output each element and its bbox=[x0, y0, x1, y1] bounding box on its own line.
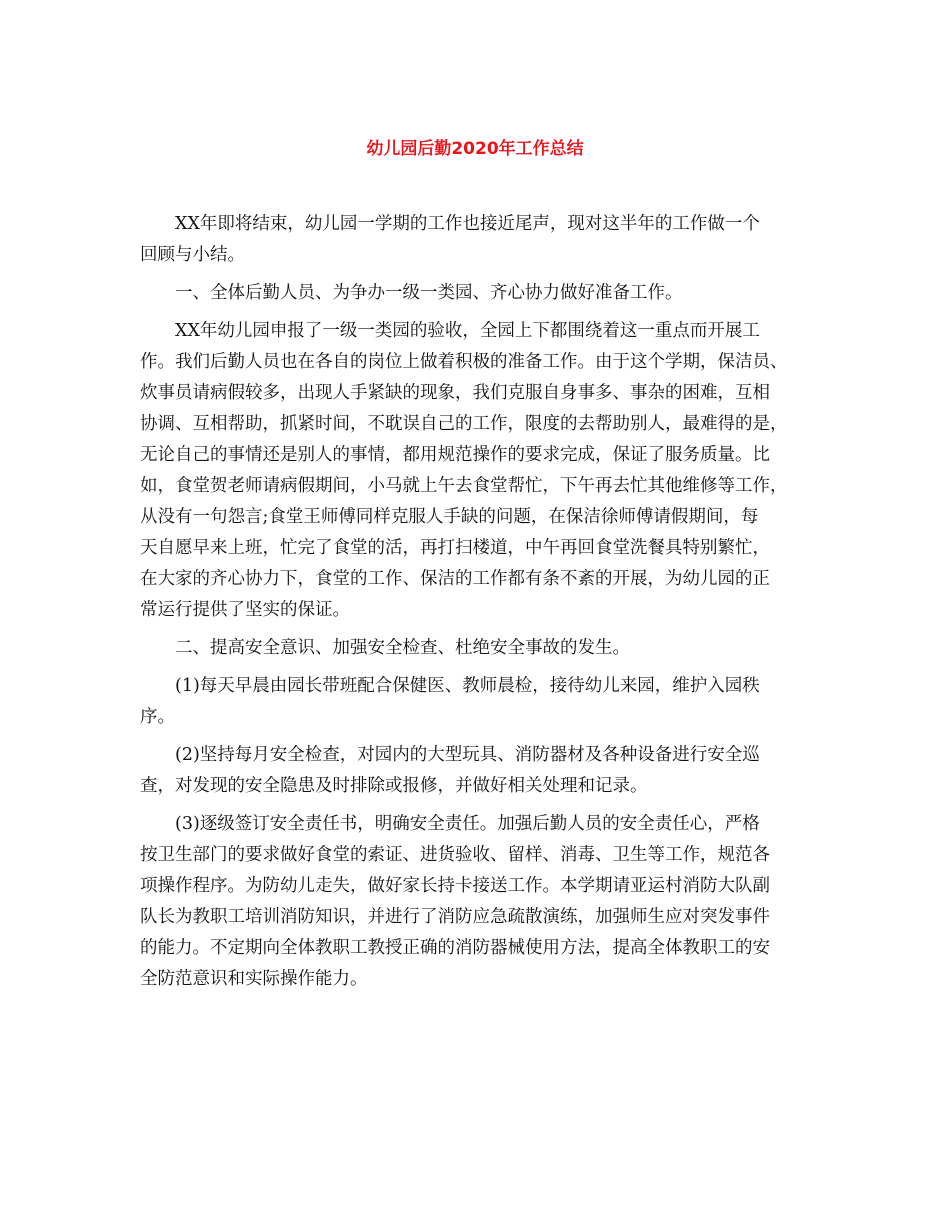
text-line: 队长为教职工培训消防知识，并进行了消防应急疏散演练，加强师生应对突发事件 bbox=[140, 907, 770, 927]
list-item-2 bbox=[140, 740, 820, 802]
text-line: 的能力。不定期向全体教职工教授正确的消防器械使用方法，提高全体教职工的安 bbox=[140, 938, 770, 958]
text-line: 一、全体后勤人员、为争办一级一类园、齐心协力做好准备工作。 bbox=[175, 283, 683, 303]
text-line: 在大家的齐心协力下，食堂的工作、保洁的工作都有条不紊的开展，为幼儿园的正 bbox=[140, 569, 770, 589]
list-item-3 bbox=[140, 809, 820, 995]
text-line: (1)每天早晨由园长带班配合保健医、教师晨检，接待幼儿来园，维护入园秩 bbox=[175, 676, 760, 696]
text-line: 炊事员请病假较多，出现人手紧缺的现象，我们克服自身事多、事杂的困难，互相 bbox=[140, 383, 770, 403]
text-line: 如，食堂贺老师请病假期间，小马就上午去食堂帮忙，下午再去忙其他维修等工作， bbox=[140, 476, 788, 496]
text-line: 回顾与小结。 bbox=[140, 245, 245, 265]
document-title: 幼儿园后勤2020年工作总结 bbox=[366, 139, 584, 159]
text-line: 按卫生部门的要求做好食堂的索证、进货验收、留样、消毒、卫生等工作，规范各 bbox=[140, 845, 770, 865]
list-item-1 bbox=[140, 671, 820, 733]
text-line: 作。我们后勤人员也在各自的岗位上做着积极的准备工作。由于这个学期，保洁员、 bbox=[140, 352, 788, 372]
paragraph-logistics-prep bbox=[140, 316, 820, 626]
text-line: 项操作程序。为防幼儿走失，做好家长持卡接送工作。本学期请亚运村消防大队副 bbox=[140, 876, 770, 896]
text-line: (2)坚持每月安全检查，对园内的大型玩具、消防器材及各种设备进行安全巡 bbox=[175, 745, 760, 765]
paragraph-intro bbox=[140, 209, 820, 271]
text-line: XX年即将结束，幼儿园一学期的工作也接近尾声，现对这半年的工作做一个 bbox=[175, 214, 760, 234]
section-heading-1 bbox=[140, 278, 820, 309]
text-line: 天自愿早来上班，忙完了食堂的活，再打扫楼道，中午再回食堂洗餐具特别繁忙， bbox=[140, 538, 770, 558]
section-heading-2 bbox=[140, 633, 820, 664]
text-line: (3)逐级签订安全责任书，明确安全责任。加强后勤人员的安全责任心，严格 bbox=[175, 814, 760, 834]
text-line: 常运行提供了坚实的保证。 bbox=[140, 600, 350, 620]
text-line: 查，对发现的安全隐患及时排除或报修，并做好相关处理和记录。 bbox=[140, 776, 648, 796]
text-line: 序。 bbox=[140, 707, 175, 727]
text-line: 无论自己的事情还是别人的事情，都用规范操作的要求完成，保证了服务质量。比 bbox=[140, 445, 770, 465]
document-body bbox=[140, 209, 820, 1002]
text-line: 二、提高安全意识、加强安全检查、杜绝安全事故的发生。 bbox=[175, 638, 630, 658]
text-line: 从没有一句怨言;食堂王师傅同样克服人手缺的问题，在保洁徐师傅请假期间，每 bbox=[140, 507, 759, 527]
text-line: XX年幼儿园申报了一级一类园的验收，全园上下都围绕着这一重点而开展工 bbox=[175, 321, 760, 341]
text-line: 协调、互相帮助，抓紧时间，不耽误自己的工作，限度的去帮助别人，最难得的是， bbox=[140, 414, 788, 434]
text-line: 全防范意识和实际操作能力。 bbox=[140, 969, 368, 989]
